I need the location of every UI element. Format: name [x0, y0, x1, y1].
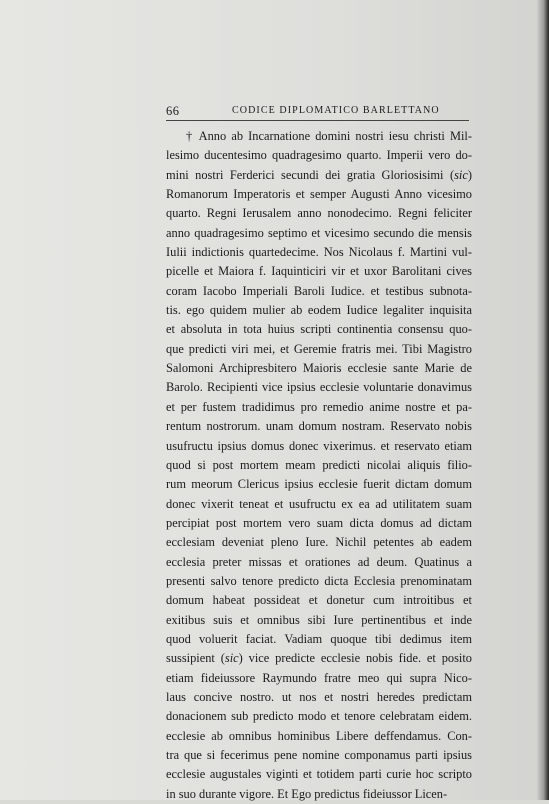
body-line: laus concive nostro. ut nos et nostri heredes predictam [166, 689, 472, 704]
body-line: Iulii indictionis quartedecime. Nos Nicolaus f. Martini vul- [166, 245, 472, 260]
body-line: sussipient (sic) vice predicte ecclesie nobis fide. et posito [166, 651, 473, 666]
body-line: usufructu ipsius domus donec vixerimus. et reservato etiam [166, 438, 472, 453]
body-line: anno quadragesimo septimo et vicesimo secundo die mensis [166, 225, 472, 240]
body-line: et per fustem tradidimus pro remedio anime nostre et pa- [166, 399, 472, 414]
body-line: exitibus suis et omnibus sibi Iure pertinentibus et inde [166, 612, 472, 627]
sic-mark: sic [224, 651, 239, 666]
body-line: rentum nostrorum. unam domum nostram. Reservato nobis [166, 419, 472, 434]
body-line: quod voluerit faciat. Vadiam quoque tibi dedimus item [166, 631, 472, 646]
body-line: ecclesia preter missas et orationes ad deum. Quatinus a [166, 554, 472, 569]
page-number: 66 [166, 104, 180, 118]
body-line: coram Iacobo Imperiali Baroli Iudice. et testibus subnota- [166, 283, 472, 298]
body-line: picelle et Maiora f. Iaquinticiri vir et uxor Barolitani cives [166, 264, 472, 279]
body-line: Romanorum Imperatoris et semper Augusti Anno vicesimo [166, 187, 472, 202]
page-edge-shadow [537, 0, 549, 800]
body-line: Barolo. Recipienti vice ipsius ecclesie voluntarie donavimus [166, 380, 472, 395]
body-line: etiam fideiussore Raymundo fratre meo qui supra Nico- [166, 670, 472, 685]
body-line: presenti salvo tenore predicto dicta Ecclesia prenominatam [166, 573, 472, 588]
page-header [166, 104, 468, 120]
body-line: quod si post mortem meam predicti nicolai aliquis filio- [166, 457, 472, 472]
body-line: lesimo ducentesimo quadragesimo quarto. Imperii vero do- [166, 148, 472, 163]
body-line: domum habeat possideat et donetur cum introitibus et [166, 593, 472, 608]
body-line: ecclesie ab omnibus hominibus Libere deffendamus. Con- [166, 728, 472, 743]
body-line: donacionem sub predicto modo et tenore celebratam eidem. [166, 709, 472, 724]
header-rule [166, 120, 469, 121]
body-line: donec vixerit teneat et usufructu ex ea ad utilitatem suam [166, 496, 472, 511]
body-line: et absoluta in tota huius scripti continentia consensu quo- [166, 322, 472, 337]
body-line: tra que si fecerimus pene nomine componamus parti ipsius [166, 748, 472, 762]
body-line: mini nostri Ferderici secundi dei gratia Gloriosisimi (sic) [166, 167, 472, 182]
body-line: que predicti viri mei, et Geremie fratris mei. Tibi Magistro [166, 341, 472, 356]
body-line: Salomoni Archipresbitero Maioris ecclesie sante Marie de [166, 361, 472, 376]
body-line: rum meorum Clericus ipsius ecclesie fuerit dictam domum [166, 477, 472, 492]
document-body [166, 127, 472, 804]
sic-mark: sic [454, 167, 468, 182]
body-line: tis. ego quidem mulier ab eodem Iudice legaliter inquisita [166, 303, 472, 318]
body-line: percipiat post mortem vero suam dicta domus ad dictam [166, 515, 472, 530]
body-line: ecclesiam deveniat pleno Iure. Nichil petentes ab eadem [166, 535, 472, 550]
body-line: in suo durante vigore. Et Ego predictus fideiussor Licen- [166, 786, 448, 801]
body-line: quarto. Regni Ierusalem anno nonodecimo. Regni feliciter [166, 206, 472, 221]
body-line: † Anno ab Incarnatione domini nostri iesu christi Mil- [186, 129, 472, 143]
running-head: CODICE DIPLOMATICO BARLETTANO [232, 105, 440, 116]
body-line: ecclesie augustales viginti et totidem parti curie hoc scripto [166, 767, 472, 782]
